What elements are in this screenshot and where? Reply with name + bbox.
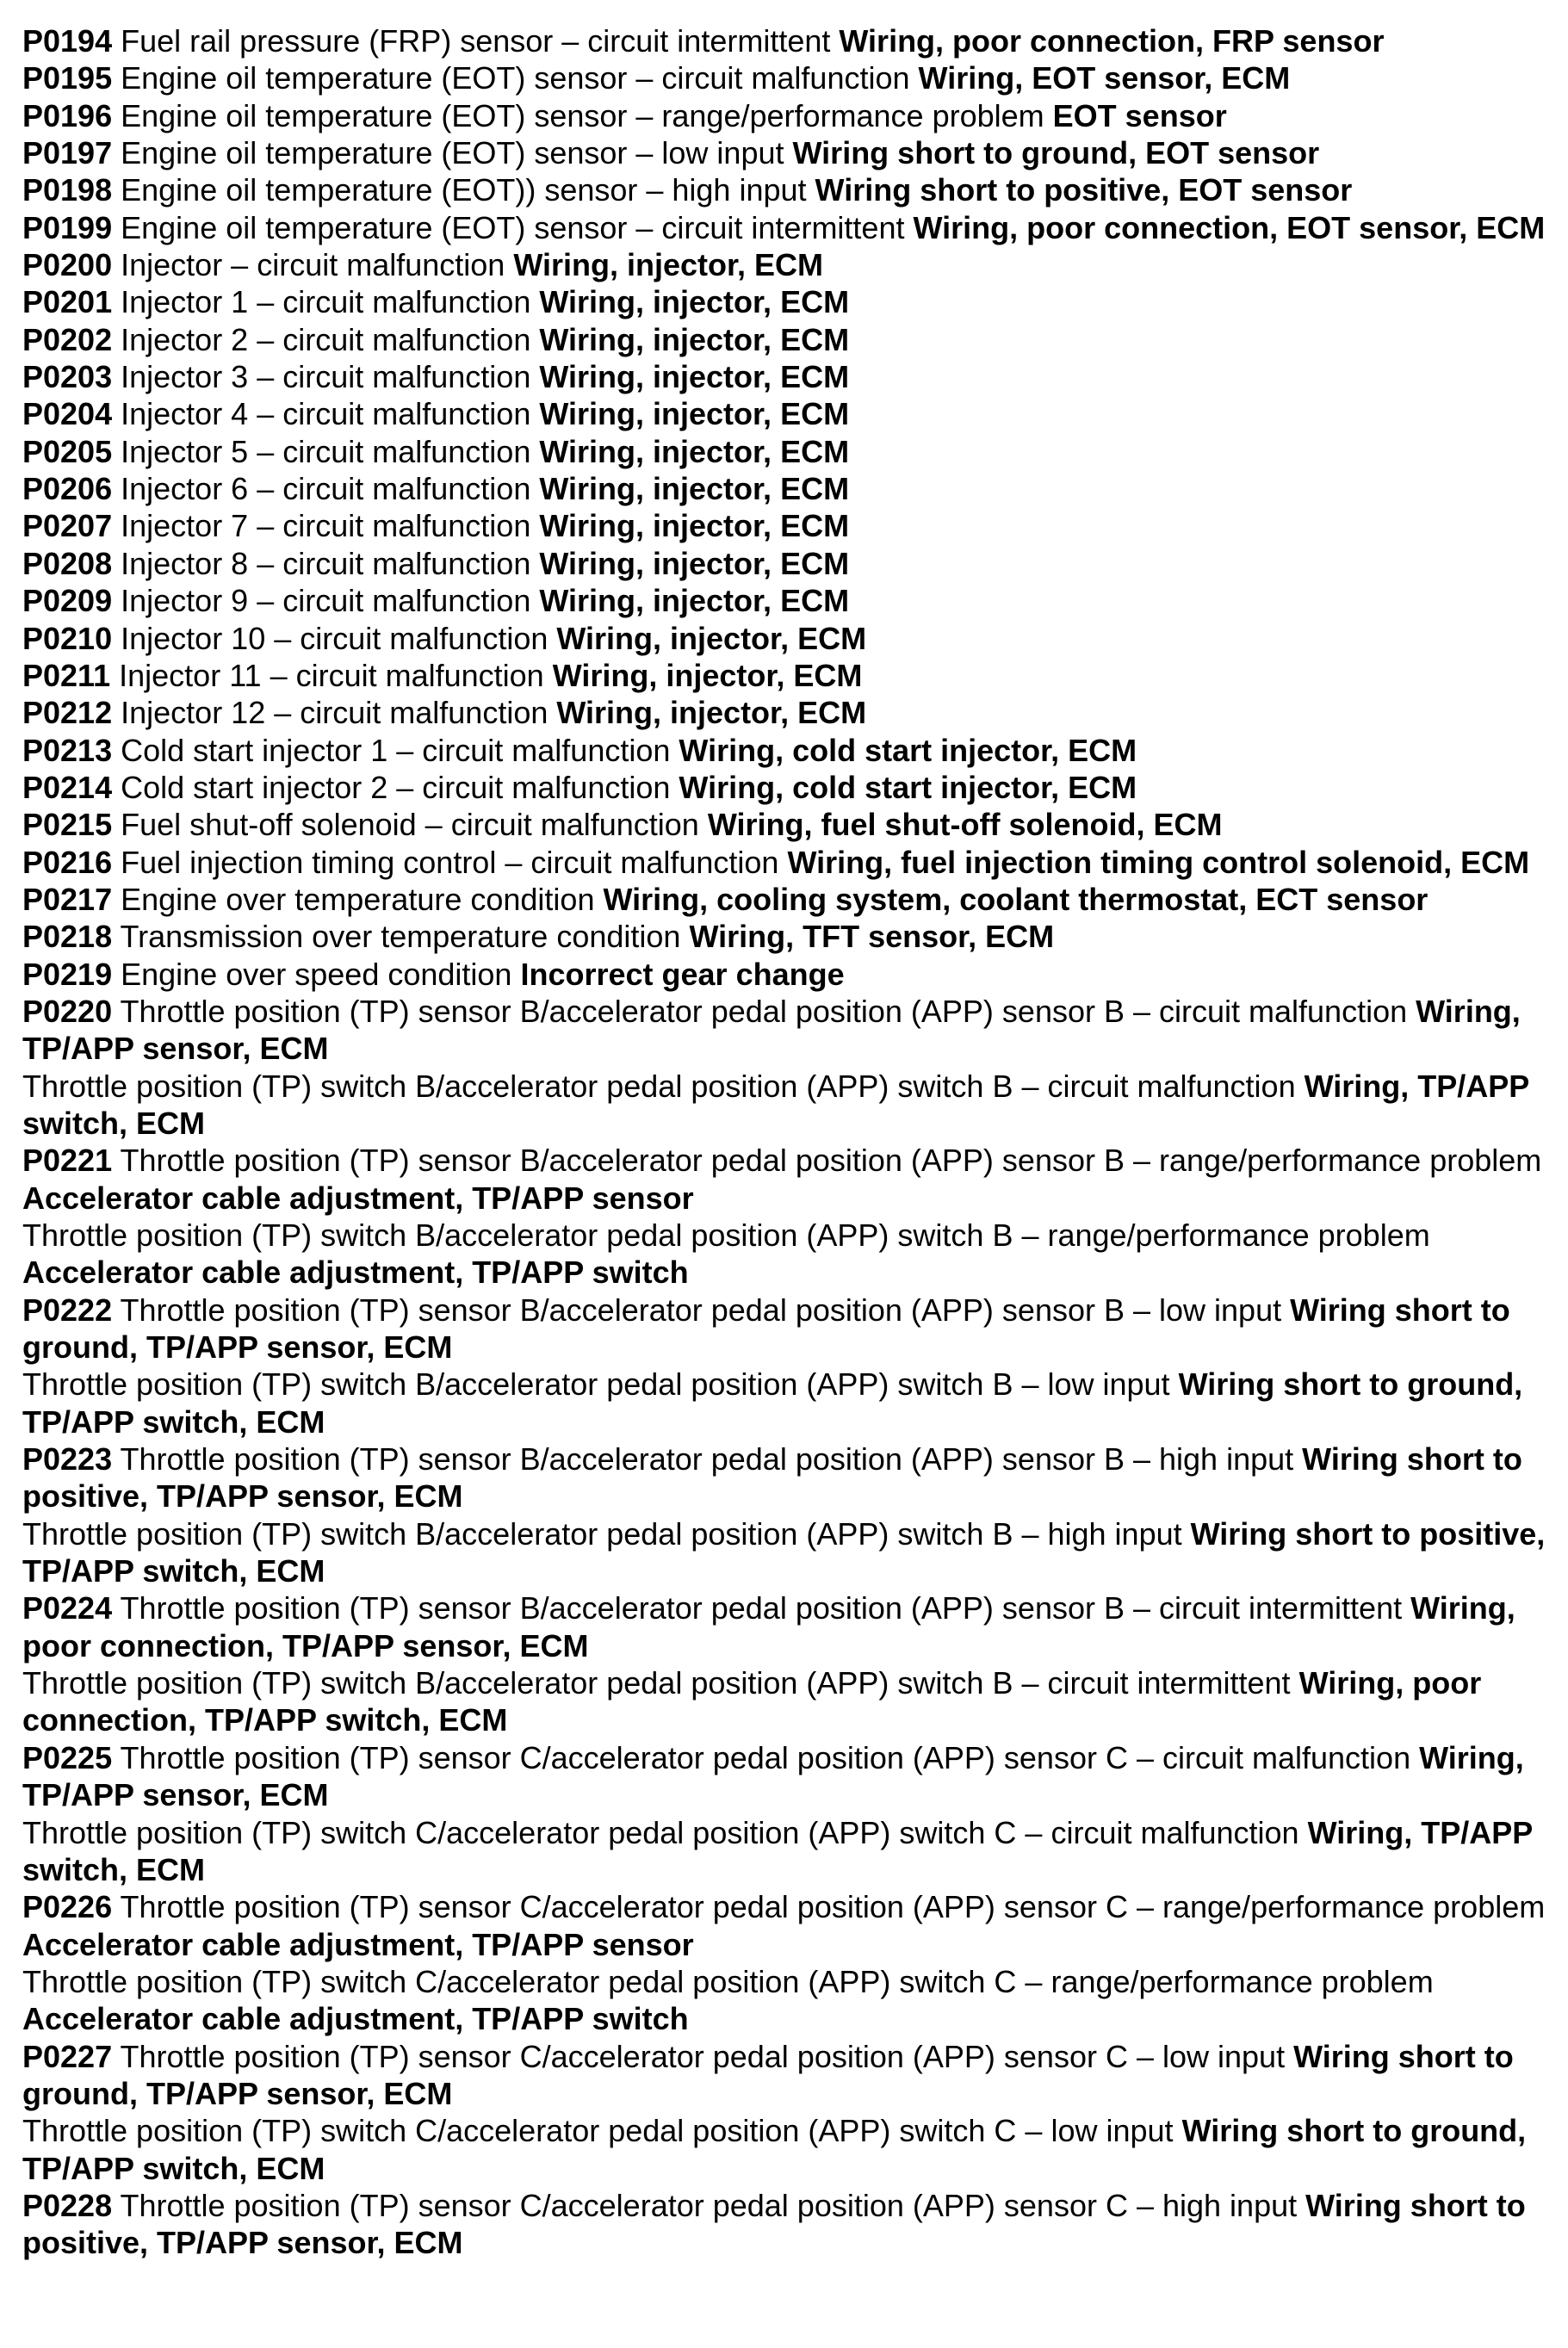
- dtc-description: Cold start injector 2 – circuit malfunction: [121, 769, 671, 805]
- dtc-possible-cause: EOT sensor: [1052, 97, 1227, 133]
- dtc-entry: [22, 769, 1564, 806]
- dtc-possible-cause: Wiring, cold start injector, ECM: [679, 769, 1137, 805]
- dtc-code: P0209: [22, 583, 113, 619]
- dtc-possible-cause: Wiring, poor connection, EOT sensor, ECM: [913, 209, 1546, 245]
- dtc-entry: [22, 1664, 1564, 1739]
- dtc-code: P0227: [22, 2038, 113, 2074]
- dtc-entry: [22, 134, 1564, 171]
- dtc-description: Engine over speed condition: [121, 956, 512, 992]
- dtc-possible-cause: Wiring, TP/APP switch, ECM: [22, 1068, 1529, 1141]
- dtc-possible-cause: Wiring, injector, ECM: [513, 247, 824, 283]
- dtc-possible-cause: Wiring, injector, ECM: [539, 583, 850, 619]
- dtc-code: P0202: [22, 321, 113, 357]
- dtc-code: P0210: [22, 620, 113, 656]
- dtc-description: Cold start injector 1 – circuit malfunction: [121, 732, 671, 768]
- dtc-possible-cause: Wiring, injector, ECM: [556, 695, 867, 731]
- dtc-possible-cause: Wiring, injector, ECM: [539, 545, 850, 581]
- dtc-description: Injector 3 – circuit malfunction: [121, 359, 531, 395]
- dtc-entry: [22, 2112, 1564, 2187]
- dtc-description: Injector 4 – circuit malfunction: [121, 396, 531, 432]
- dtc-description: Throttle position (TP) sensor B/accelerator pedal position (APP) sensor B – circuit malfunction: [120, 993, 1408, 1029]
- dtc-description: Injector 11 – circuit malfunction: [119, 657, 544, 693]
- dtc-entry: [22, 1440, 1564, 1515]
- dtc-entry: [22, 507, 1564, 544]
- dtc-code: P0208: [22, 545, 113, 581]
- dtc-code: P0219: [22, 956, 113, 992]
- dtc-entry: [22, 2038, 1564, 2113]
- dtc-code: P0199: [22, 209, 113, 245]
- dtc-description: Injector 1 – circuit malfunction: [121, 284, 531, 320]
- dtc-description: Throttle position (TP) sensor C/accelerator pedal position (APP) sensor C – range/performance problem: [120, 1889, 1546, 1925]
- dtc-entry: [22, 694, 1564, 731]
- dtc-possible-cause: Wiring, TFT sensor, ECM: [689, 919, 1055, 955]
- dtc-code: P0215: [22, 807, 113, 843]
- dtc-description: Throttle position (TP) switch B/accelerator pedal position (APP) switch B – low input: [22, 1366, 1170, 1403]
- dtc-entry: [22, 918, 1564, 955]
- dtc-entry: [22, 1292, 1564, 1366]
- dtc-code: P0214: [22, 769, 113, 805]
- dtc-description: Injector 6 – circuit malfunction: [121, 471, 531, 507]
- dtc-code: P0196: [22, 97, 113, 133]
- dtc-entry: [22, 620, 1564, 657]
- dtc-possible-cause: Wiring short to ground, TP/APP switch, ECM: [22, 1366, 1523, 1440]
- dtc-entry: [22, 657, 1564, 694]
- dtc-description: Injector – circuit malfunction: [121, 247, 505, 283]
- dtc-description: Throttle position (TP) switch C/accelerator pedal position (APP) switch C – circuit malfunction: [22, 1814, 1299, 1850]
- dtc-possible-cause: Wiring short to positive, TP/APP sensor, ECM: [22, 2187, 1526, 2261]
- dtc-description: Injector 12 – circuit malfunction: [121, 695, 548, 731]
- dtc-possible-cause: Wiring short to ground, TP/APP switch, ECM: [22, 2113, 1527, 2186]
- dtc-description: Throttle position (TP) switch B/accelerator pedal position (APP) switch B – high input: [22, 1515, 1182, 1552]
- dtc-entry: [22, 993, 1564, 1068]
- dtc-entry: [22, 881, 1564, 918]
- dtc-possible-cause: Wiring, cooling system, coolant thermostat, ECT sensor: [603, 881, 1429, 917]
- dtc-code: P0197: [22, 135, 113, 171]
- dtc-description: Throttle position (TP) sensor C/accelerator pedal position (APP) sensor C – high input: [120, 2187, 1298, 2223]
- dtc-code: P0211: [22, 657, 111, 693]
- dtc-possible-cause: Wiring, TP/APP sensor, ECM: [22, 1739, 1524, 1813]
- dtc-description: Fuel injection timing control – circuit malfunction: [121, 844, 779, 880]
- dtc-description: Engine oil temperature (EOT) sensor – circuit malfunction: [121, 60, 910, 96]
- dtc-description: Throttle position (TP) switch B/accelerator pedal position (APP) switch B – circuit malfunction: [22, 1068, 1296, 1104]
- dtc-entry: [22, 2187, 1564, 2262]
- dtc-description: Throttle position (TP) sensor B/accelerator pedal position (APP) sensor B – circuit intermittent: [120, 1590, 1403, 1626]
- dtc-entry: [22, 806, 1564, 843]
- dtc-entry: [22, 97, 1564, 134]
- dtc-entry: [22, 171, 1564, 208]
- dtc-possible-cause: Wiring, injector, ECM: [556, 620, 867, 656]
- dtc-code: P0212: [22, 695, 113, 731]
- dtc-description: Throttle position (TP) sensor C/accelerator pedal position (APP) sensor C – circuit malfunction: [120, 1739, 1411, 1775]
- dtc-possible-cause: Wiring, injector, ECM: [552, 657, 863, 693]
- dtc-possible-cause: Wiring, injector, ECM: [539, 359, 850, 395]
- dtc-possible-cause: Wiring short to ground, TP/APP sensor, ECM: [22, 1292, 1510, 1366]
- dtc-entry: [22, 59, 1564, 96]
- dtc-code: P0222: [22, 1292, 113, 1328]
- dtc-description: Engine oil temperature (EOT) sensor – circuit intermittent: [121, 209, 905, 245]
- dtc-description: Injector 7 – circuit malfunction: [121, 508, 531, 544]
- dtc-description: Injector 10 – circuit malfunction: [121, 620, 548, 656]
- dtc-description: Throttle position (TP) switch C/accelerator pedal position (APP) switch C – low input: [22, 2113, 1174, 2149]
- dtc-description: Fuel shut-off solenoid – circuit malfunction: [121, 807, 699, 843]
- dtc-possible-cause: Accelerator cable adjustment, TP/APP switch: [22, 2001, 689, 2037]
- dtc-possible-cause: Accelerator cable adjustment, TP/APP sensor: [22, 1180, 694, 1216]
- dtc-possible-cause: Wiring, EOT sensor, ECM: [918, 60, 1291, 96]
- dtc-possible-cause: Wiring, poor connection, FRP sensor: [839, 23, 1385, 59]
- dtc-entry: [22, 433, 1564, 470]
- dtc-code: P0225: [22, 1739, 113, 1775]
- dtc-code: P0200: [22, 247, 113, 283]
- dtc-possible-cause: Wiring short to positive, TP/APP switch, ECM: [22, 1515, 1546, 1589]
- dtc-possible-cause: Wiring short to positive, EOT sensor: [815, 172, 1353, 208]
- dtc-entry: [22, 1814, 1564, 1889]
- dtc-entry: [22, 1142, 1564, 1217]
- dtc-possible-cause: Accelerator cable adjustment, TP/APP sensor: [22, 1926, 694, 1962]
- dtc-possible-cause: Accelerator cable adjustment, TP/APP switch: [22, 1255, 689, 1291]
- dtc-entry: [22, 1217, 1564, 1292]
- dtc-entry: [22, 246, 1564, 283]
- dtc-description: Throttle position (TP) switch B/accelerator pedal position (APP) switch B – circuit intermittent: [22, 1665, 1291, 1701]
- dtc-description: Throttle position (TP) sensor B/accelerator pedal position (APP) sensor B – high input: [120, 1441, 1294, 1478]
- dtc-possible-cause: Wiring, poor connection, TP/APP sensor, ECM: [22, 1590, 1515, 1663]
- dtc-code: P0194: [22, 23, 113, 59]
- dtc-possible-cause: Wiring, fuel shut-off solenoid, ECM: [707, 807, 1223, 843]
- dtc-code: P0220: [22, 993, 113, 1029]
- dtc-code: P0207: [22, 508, 113, 544]
- dtc-code: P0221: [22, 1143, 113, 1179]
- dtc-possible-cause: Wiring, TP/APP sensor, ECM: [22, 993, 1521, 1067]
- dtc-code: P0195: [22, 60, 113, 96]
- dtc-description: Throttle position (TP) sensor B/accelerator pedal position (APP) sensor B – low input: [120, 1292, 1282, 1328]
- dtc-entry: [22, 1589, 1564, 1664]
- dtc-code: P0216: [22, 844, 113, 880]
- dtc-entry: [22, 22, 1564, 59]
- dtc-possible-cause: Wiring, poor connection, TP/APP switch, ECM: [22, 1665, 1482, 1738]
- dtc-possible-cause: Wiring, injector, ECM: [539, 433, 850, 469]
- dtc-description: Injector 9 – circuit malfunction: [121, 583, 531, 619]
- dtc-possible-cause: Incorrect gear change: [520, 956, 845, 992]
- dtc-description: Throttle position (TP) switch B/accelerator pedal position (APP) switch B – range/performance problem: [22, 1217, 1430, 1253]
- dtc-possible-cause: Wiring, fuel injection timing control solenoid, ECM: [787, 844, 1530, 880]
- dtc-possible-cause: Wiring, injector, ECM: [539, 396, 850, 432]
- dtc-entry: [22, 470, 1564, 507]
- dtc-entry: [22, 283, 1564, 320]
- dtc-description: Transmission over temperature condition: [120, 919, 681, 955]
- dtc-code: P0217: [22, 881, 113, 917]
- dtc-code: P0223: [22, 1441, 113, 1478]
- dtc-entry: [22, 209, 1564, 246]
- dtc-entry: [22, 1963, 1564, 2038]
- dtc-code: P0224: [22, 1590, 113, 1626]
- dtc-description: Throttle position (TP) sensor B/accelerator pedal position (APP) sensor B – range/performance problem: [120, 1143, 1542, 1179]
- dtc-list: [22, 22, 1564, 2262]
- dtc-code: P0218: [22, 919, 113, 955]
- dtc-entry: [22, 1739, 1564, 1814]
- dtc-code: P0206: [22, 471, 113, 507]
- dtc-possible-cause: Wiring, TP/APP switch, ECM: [22, 1814, 1533, 1887]
- dtc-entry: [22, 582, 1564, 619]
- dtc-description: Engine oil temperature (EOT) sensor – range/performance problem: [121, 97, 1044, 133]
- dtc-entry: [22, 395, 1564, 432]
- dtc-entry: [22, 545, 1564, 582]
- dtc-code: P0201: [22, 284, 113, 320]
- dtc-description: Engine over temperature condition: [121, 881, 595, 917]
- dtc-entry: [22, 358, 1564, 395]
- dtc-entry: [22, 321, 1564, 358]
- dtc-entry: [22, 956, 1564, 993]
- dtc-entry: [22, 1888, 1564, 1963]
- dtc-code: P0204: [22, 396, 113, 432]
- dtc-possible-cause: Wiring, injector, ECM: [539, 321, 850, 357]
- dtc-entry: [22, 1068, 1564, 1143]
- dtc-possible-cause: Wiring short to ground, TP/APP sensor, ECM: [22, 2038, 1514, 2111]
- dtc-description: Injector 2 – circuit malfunction: [121, 321, 531, 357]
- dtc-possible-cause: Wiring short to positive, TP/APP sensor, ECM: [22, 1441, 1522, 1515]
- dtc-entry: [22, 1515, 1564, 1590]
- dtc-description: Fuel rail pressure (FRP) sensor – circuit intermittent: [121, 23, 831, 59]
- dtc-entry: [22, 1366, 1564, 1440]
- dtc-code: P0226: [22, 1889, 113, 1925]
- dtc-entry: [22, 844, 1564, 881]
- dtc-code: P0203: [22, 359, 113, 395]
- dtc-possible-cause: Wiring short to ground, EOT sensor: [792, 135, 1320, 171]
- dtc-entry: [22, 732, 1564, 769]
- dtc-possible-cause: Wiring, cold start injector, ECM: [679, 732, 1137, 768]
- dtc-description: Injector 8 – circuit malfunction: [121, 545, 531, 581]
- dtc-description: Throttle position (TP) sensor C/accelerator pedal position (APP) sensor C – low input: [120, 2038, 1286, 2074]
- dtc-possible-cause: Wiring, injector, ECM: [539, 508, 850, 544]
- dtc-description: Engine oil temperature (EOT)) sensor – high input: [121, 172, 807, 208]
- dtc-code: P0228: [22, 2187, 113, 2223]
- dtc-code: P0213: [22, 732, 113, 768]
- dtc-description: Engine oil temperature (EOT) sensor – low input: [121, 135, 784, 171]
- dtc-description: Throttle position (TP) switch C/accelerator pedal position (APP) switch C – range/performance problem: [22, 1963, 1434, 1999]
- dtc-code: P0198: [22, 172, 113, 208]
- dtc-code: P0205: [22, 433, 113, 469]
- dtc-possible-cause: Wiring, injector, ECM: [539, 471, 850, 507]
- dtc-possible-cause: Wiring, injector, ECM: [539, 284, 850, 320]
- dtc-description: Injector 5 – circuit malfunction: [121, 433, 531, 469]
